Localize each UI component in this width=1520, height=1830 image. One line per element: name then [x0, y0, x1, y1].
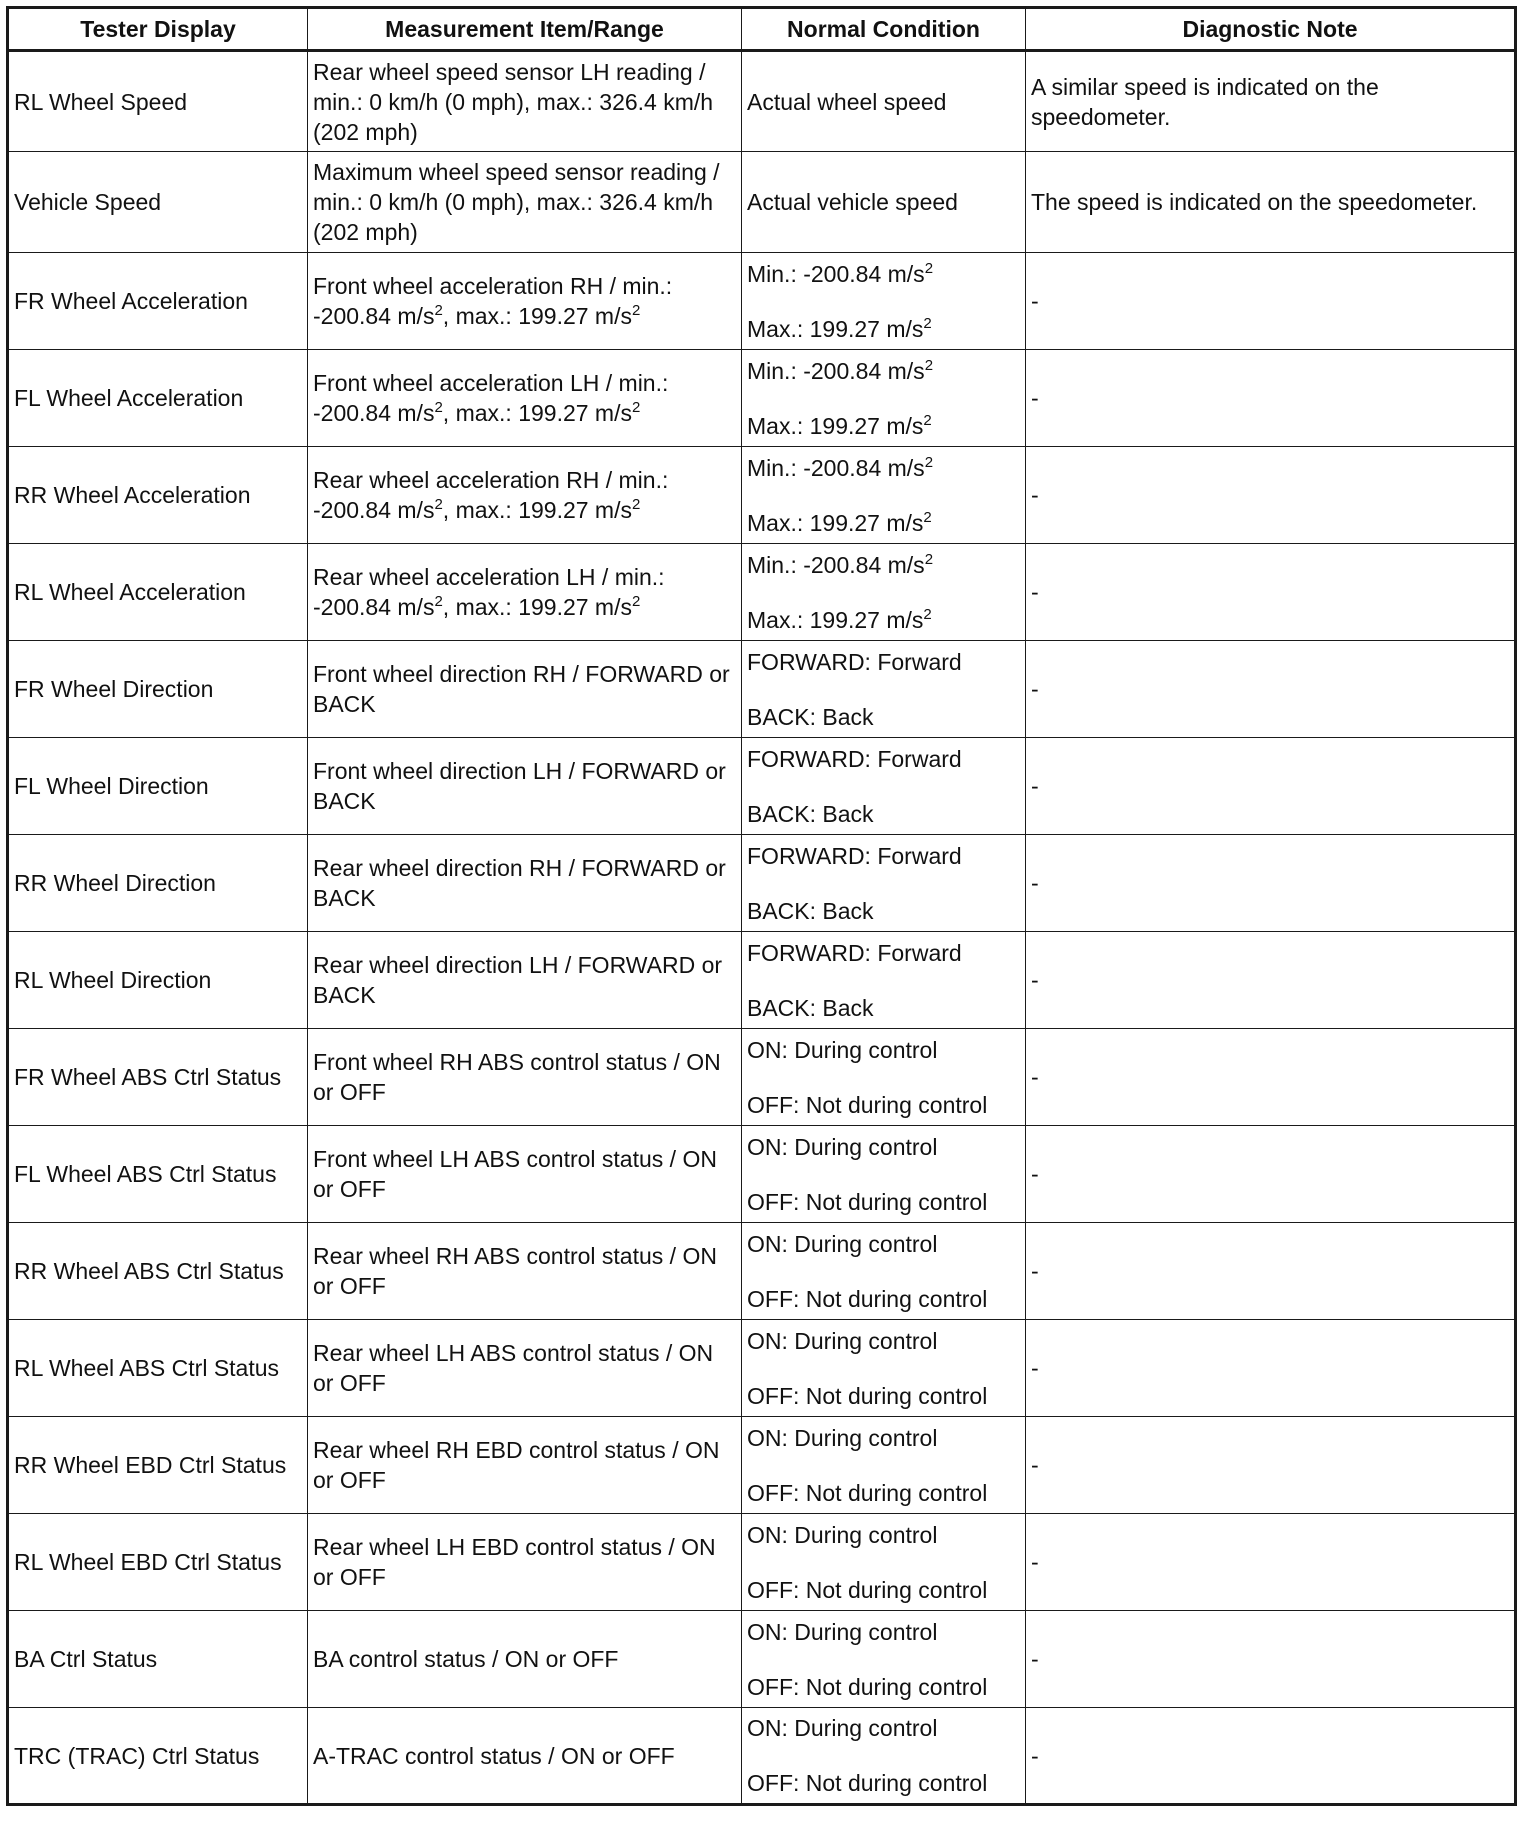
normal-condition-cell: [742, 350, 1026, 447]
diagnostic-note-cell: -: [1026, 1126, 1516, 1223]
normal-condition-line: BACK: Back: [747, 994, 874, 1021]
measurement-item-cell: Rear wheel direction RH / FORWARD or BACK: [308, 835, 742, 932]
table-row: [8, 1417, 1516, 1514]
tester-display-cell: RL Wheel Direction: [8, 932, 308, 1029]
tester-display-cell: FR Wheel Direction: [8, 641, 308, 738]
table-row: [8, 51, 1516, 152]
tester-display-cell: FL Wheel ABS Ctrl Status: [8, 1126, 308, 1223]
table-row: [8, 835, 1516, 932]
normal-condition-cell: [742, 1708, 1026, 1805]
normal-condition-line: Max.: 199.27 $m/s^2$: [747, 411, 932, 439]
diagnostic-note-cell: -: [1026, 447, 1516, 544]
table-row: [8, 1514, 1516, 1611]
measurement-item-cell: Rear wheel LH ABS control status / ON or OFF: [308, 1320, 742, 1417]
normal-condition-line: OFF: Not during control: [747, 1382, 988, 1409]
normal-condition-line: OFF: Not during control: [747, 1673, 988, 1700]
tester-display-cell: FL Wheel Direction: [8, 738, 308, 835]
diagnostic-note-cell: -: [1026, 738, 1516, 835]
tester-display-cell: RR Wheel ABS Ctrl Status: [8, 1223, 308, 1320]
normal-condition-line: Max.: 199.27 $m/s^2$: [747, 314, 932, 342]
normal-condition-cell: [742, 1126, 1026, 1223]
measurement-item-cell: Rear wheel direction LH / FORWARD or BACK: [308, 932, 742, 1029]
measurement-item-cell: Front wheel acceleration RH / min.: -200.84 $m/s^2$, max.: 199.27 $m/s^2$: [308, 253, 742, 350]
header-row: [8, 8, 1516, 51]
measurement-item-cell: Front wheel acceleration LH / min.: -200.84 $m/s^2$, max.: 199.27 $m/s^2$: [308, 350, 742, 447]
normal-condition-cell: [742, 1320, 1026, 1417]
diagnostic-note-cell: -: [1026, 1417, 1516, 1514]
data-list-table: [6, 6, 1517, 1806]
tester-display-cell: RR Wheel Direction: [8, 835, 308, 932]
normal-condition-cell: [742, 447, 1026, 544]
diagnostic-note-cell: -: [1026, 1029, 1516, 1126]
normal-condition-cell: Actual vehicle speed: [742, 152, 1026, 253]
table-row: [8, 1126, 1516, 1223]
tester-display-cell: FR Wheel ABS Ctrl Status: [8, 1029, 308, 1126]
table-row: [8, 1320, 1516, 1417]
diagnostic-note-cell: -: [1026, 1514, 1516, 1611]
normal-condition-line: BACK: Back: [747, 800, 874, 827]
normal-condition-line: OFF: Not during control: [747, 1576, 988, 1603]
table-row: [8, 738, 1516, 835]
normal-condition-line: Max.: 199.27 $m/s^2$: [747, 508, 932, 536]
table-row: [8, 932, 1516, 1029]
normal-condition-cell: [742, 1514, 1026, 1611]
measurement-item-cell: Rear wheel acceleration RH / min.: -200.84 $m/s^2$, max.: 199.27 $m/s^2$: [308, 447, 742, 544]
measurement-item-cell: Rear wheel RH ABS control status / ON or OFF: [308, 1223, 742, 1320]
table-row: [8, 1708, 1516, 1805]
measurement-item-cell: Rear wheel RH EBD control status / ON or OFF: [308, 1417, 742, 1514]
diagnostic-note-cell: -: [1026, 253, 1516, 350]
normal-condition-line: BACK: Back: [747, 897, 874, 924]
normal-condition-line: ON: During control: [747, 1618, 938, 1645]
normal-condition-line: BACK: Back: [747, 703, 874, 730]
measurement-item-cell: BA control status / ON or OFF: [308, 1611, 742, 1708]
normal-condition-line: FORWARD: Forward: [747, 939, 962, 966]
measurement-item-cell: A-TRAC control status / ON or OFF: [308, 1708, 742, 1805]
normal-condition-line: ON: During control: [747, 1230, 938, 1257]
tester-display-cell: RL Wheel Speed: [8, 51, 308, 152]
diagnostic-note-cell: -: [1026, 544, 1516, 641]
table-row: [8, 1223, 1516, 1320]
table-row: [8, 641, 1516, 738]
table-row: [8, 1029, 1516, 1126]
data-list-sheet: [6, 6, 1514, 1806]
normal-condition-line: ON: During control: [747, 1036, 938, 1063]
normal-condition-line: FORWARD: Forward: [747, 648, 962, 675]
tester-display-cell: FL Wheel Acceleration: [8, 350, 308, 447]
diagnostic-note-cell: The speed is indicated on the speedometer.: [1026, 152, 1516, 253]
tester-display-cell: RL Wheel ABS Ctrl Status: [8, 1320, 308, 1417]
table-row: [8, 350, 1516, 447]
table-row: [8, 1611, 1516, 1708]
normal-condition-line: ON: During control: [747, 1521, 938, 1548]
tester-display-cell: RL Wheel Acceleration: [8, 544, 308, 641]
diagnostic-note-cell: -: [1026, 835, 1516, 932]
normal-condition-cell: [742, 738, 1026, 835]
table-row: [8, 544, 1516, 641]
normal-condition-line: OFF: Not during control: [747, 1285, 988, 1312]
normal-condition-cell: [742, 1611, 1026, 1708]
measurement-item-cell: Maximum wheel speed sensor reading / min.: 0 km/h (0 mph), max.: 326.4 km/h (202 mph): [308, 152, 742, 253]
normal-condition-cell: [742, 835, 1026, 932]
normal-condition-line: ON: During control: [747, 1424, 938, 1451]
tester-display-cell: Vehicle Speed: [8, 152, 308, 253]
normal-condition-line: ON: During control: [747, 1715, 938, 1741]
diagnostic-note-cell: -: [1026, 1611, 1516, 1708]
tester-display-cell: RR Wheel Acceleration: [8, 447, 308, 544]
measurement-item-cell: Front wheel LH ABS control status / ON or OFF: [308, 1126, 742, 1223]
normal-condition-line: Min.: -200.84 $m/s^2$: [747, 550, 934, 578]
diagnostic-note-cell: -: [1026, 1708, 1516, 1805]
normal-condition-cell: [742, 932, 1026, 1029]
normal-condition-cell: Actual wheel speed: [742, 51, 1026, 152]
diagnostic-note-cell: -: [1026, 1223, 1516, 1320]
normal-condition-cell: [742, 1417, 1026, 1514]
normal-condition-line: FORWARD: Forward: [747, 842, 962, 869]
table-row: [8, 447, 1516, 544]
header-diagnostic-note: Diagnostic Note: [1026, 8, 1516, 51]
measurement-item-cell: Front wheel direction LH / FORWARD or BACK: [308, 738, 742, 835]
measurement-item-cell: Rear wheel acceleration LH / min.: -200.84 $m/s^2$, max.: 199.27 $m/s^2$: [308, 544, 742, 641]
diagnostic-note-cell: -: [1026, 641, 1516, 738]
measurement-item-cell: Front wheel RH ABS control status / ON or OFF: [308, 1029, 742, 1126]
normal-condition-line: ON: During control: [747, 1327, 938, 1354]
normal-condition-line: OFF: Not during control: [747, 1479, 988, 1506]
header-measurement-item: Measurement Item/Range: [308, 8, 742, 51]
normal-condition-cell: [742, 253, 1026, 350]
normal-condition-line: OFF: Not during control: [747, 1091, 988, 1118]
diagnostic-note-cell: -: [1026, 350, 1516, 447]
normal-condition-line: Min.: -200.84 $m/s^2$: [747, 356, 934, 384]
normal-condition-cell: [742, 1223, 1026, 1320]
header-tester-display: Tester Display: [8, 8, 308, 51]
tester-display-cell: RR Wheel EBD Ctrl Status: [8, 1417, 308, 1514]
table-row: [8, 152, 1516, 253]
normal-condition-cell: [742, 544, 1026, 641]
normal-condition-line: ON: During control: [747, 1133, 938, 1160]
measurement-item-cell: Front wheel direction RH / FORWARD or BACK: [308, 641, 742, 738]
measurement-item-cell: Rear wheel speed sensor LH reading / min.: 0 km/h (0 mph), max.: 326.4 km/h (202 mph): [308, 51, 742, 152]
normal-condition-line: Min.: -200.84 $m/s^2$: [747, 259, 934, 287]
diagnostic-note-cell: A similar speed is indicated on the speedometer.: [1026, 51, 1516, 152]
tester-display-cell: BA Ctrl Status: [8, 1611, 308, 1708]
diagnostic-note-cell: -: [1026, 932, 1516, 1029]
normal-condition-line: OFF: Not during control: [747, 1770, 988, 1796]
normal-condition-line: Max.: 199.27 $m/s^2$: [747, 605, 932, 633]
table-body: [8, 51, 1516, 1805]
normal-condition-cell: [742, 1029, 1026, 1126]
header-normal-condition: Normal Condition: [742, 8, 1026, 51]
table-row: [8, 253, 1516, 350]
normal-condition-cell: [742, 641, 1026, 738]
normal-condition-line: Min.: -200.84 $m/s^2$: [747, 453, 934, 481]
normal-condition-line: OFF: Not during control: [747, 1188, 988, 1215]
tester-display-cell: RL Wheel EBD Ctrl Status: [8, 1514, 308, 1611]
diagnostic-note-cell: -: [1026, 1320, 1516, 1417]
tester-display-cell: TRC (TRAC) Ctrl Status: [8, 1708, 308, 1805]
measurement-item-cell: Rear wheel LH EBD control status / ON or OFF: [308, 1514, 742, 1611]
normal-condition-line: FORWARD: Forward: [747, 745, 962, 772]
tester-display-cell: FR Wheel Acceleration: [8, 253, 308, 350]
